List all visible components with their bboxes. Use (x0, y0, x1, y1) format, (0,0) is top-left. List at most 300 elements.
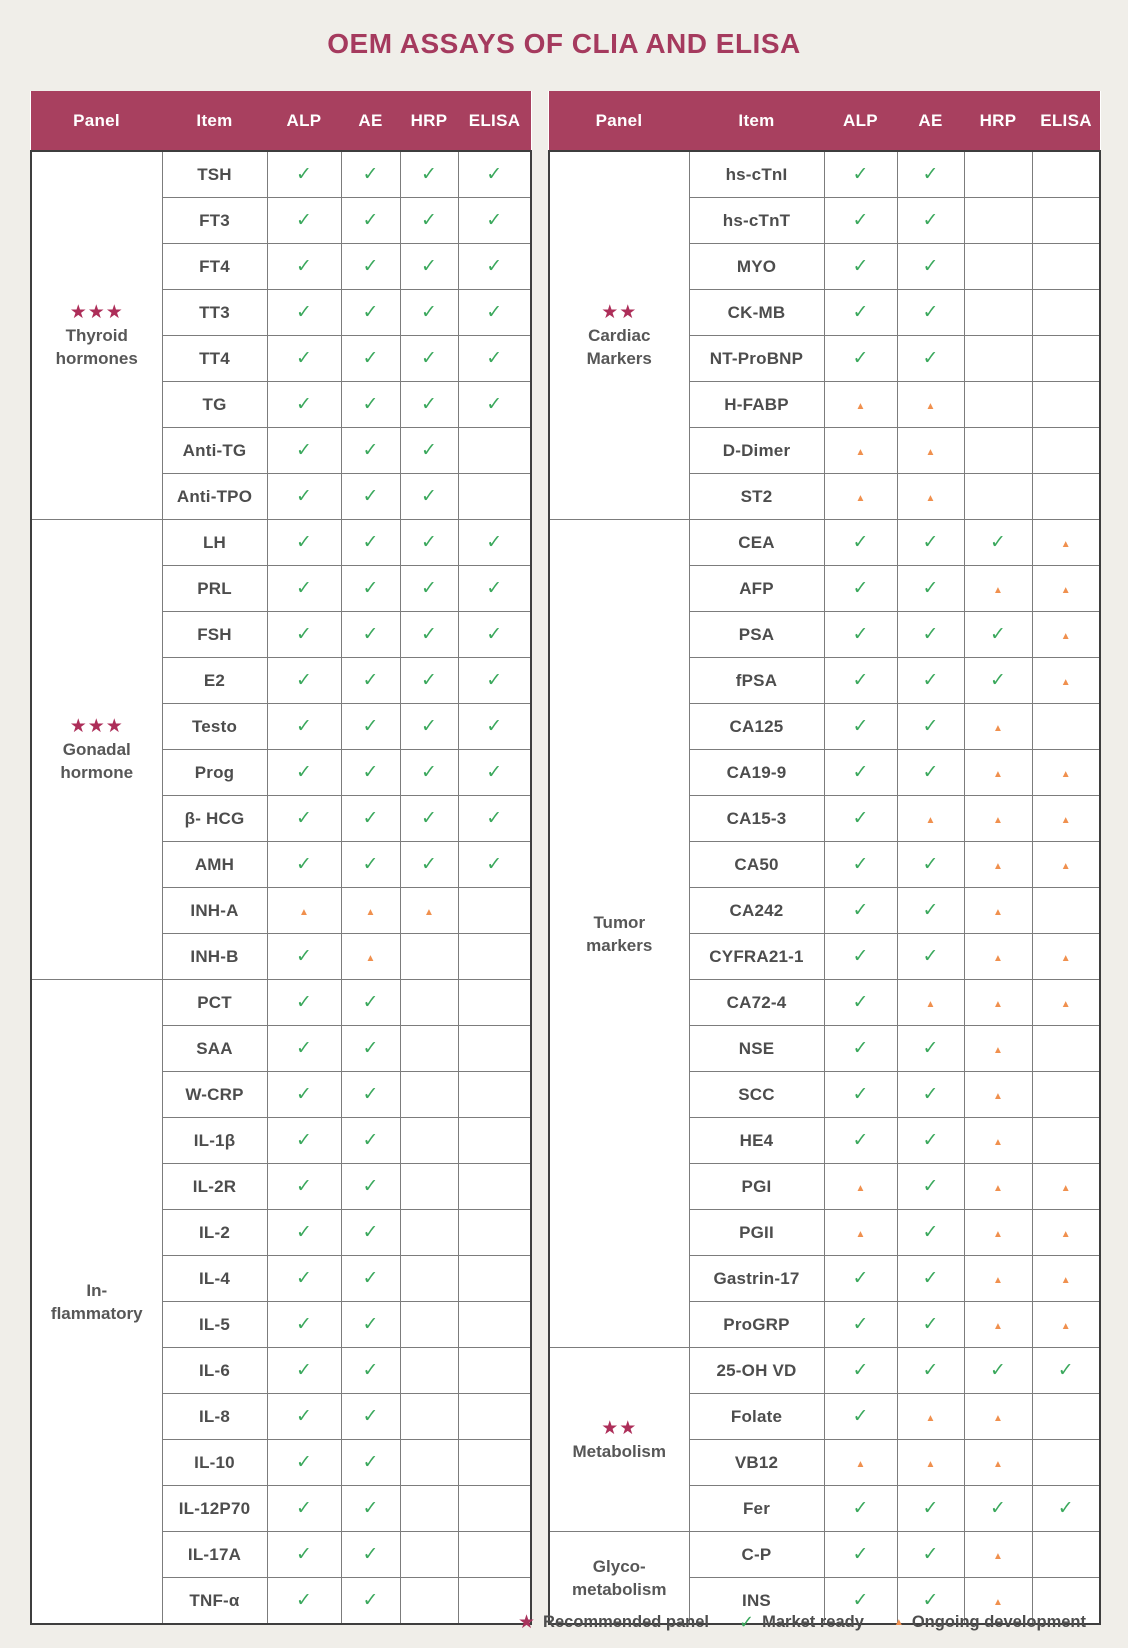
mark-cell (964, 1118, 1032, 1164)
triangle-icon: ▲ (1060, 1182, 1071, 1194)
mark-cell (964, 474, 1032, 520)
mark-cell (824, 382, 897, 428)
check-icon: ✓ (922, 210, 939, 231)
mark-cell (400, 704, 458, 750)
check-icon: ✓ (296, 486, 312, 507)
mark-cell (824, 1118, 897, 1164)
check-icon: ✓ (852, 532, 869, 553)
mark-cell (267, 1348, 341, 1394)
mark-cell (341, 1532, 400, 1578)
check-icon: ✓ (296, 762, 312, 783)
item-cell: CYFRA21-1 (689, 934, 824, 980)
mark-cell (458, 658, 531, 704)
check-icon: ✓ (362, 1038, 379, 1059)
item-cell: CA19-9 (689, 750, 824, 796)
check-icon: ✓ (922, 1590, 939, 1611)
item-cell: ST2 (689, 474, 824, 520)
check-icon: ✓ (852, 716, 869, 737)
mark-cell (897, 1256, 964, 1302)
mark-cell (1032, 796, 1100, 842)
panel-label: Gonadal (62, 740, 131, 759)
check-icon: ✓ (296, 1268, 312, 1289)
triangle-icon: ▲ (855, 1228, 866, 1240)
mark-cell (341, 658, 400, 704)
check-icon: ✓ (486, 302, 503, 323)
mark-cell (400, 520, 458, 566)
mark-cell (400, 1026, 458, 1072)
item-cell: IL-12P70 (162, 1486, 267, 1532)
mark-cell (400, 1394, 458, 1440)
legend-label: Ongoing development (911, 1612, 1086, 1631)
item-cell: PSA (689, 612, 824, 658)
triangle-icon: ▲ (855, 1182, 866, 1194)
triangle-icon: ▲ (993, 814, 1003, 826)
mark-cell (897, 520, 964, 566)
check-icon: ✓ (362, 210, 379, 231)
check-icon: ✓ (852, 210, 869, 231)
mark-cell (897, 151, 964, 198)
mark-cell (341, 382, 400, 428)
mark-cell (267, 1302, 341, 1348)
mark-cell (400, 750, 458, 796)
panel-label: Metabolism (572, 1441, 667, 1461)
mark-cell (341, 1118, 400, 1164)
mark-cell (824, 796, 897, 842)
panel-cell (31, 980, 162, 1625)
item-cell: IL-5 (162, 1302, 267, 1348)
triangle-icon: ▲ (993, 906, 1003, 918)
item-cell: D-Dimer (689, 428, 824, 474)
mark-cell (897, 658, 964, 704)
item-cell: IL-6 (162, 1348, 267, 1394)
check-icon: ✓ (990, 624, 1006, 645)
mark-cell (1032, 704, 1100, 750)
mark-cell (897, 1486, 964, 1532)
mark-cell (964, 1164, 1032, 1210)
mark-cell (341, 1164, 400, 1210)
column-header-ae: AE (341, 91, 400, 151)
mark-cell (1032, 244, 1100, 290)
mark-cell (341, 198, 400, 244)
mark-cell (400, 1210, 458, 1256)
mark-cell (824, 290, 897, 336)
item-cell: Fer (689, 1486, 824, 1532)
check-icon: ✓ (296, 854, 312, 875)
mark-cell (897, 1440, 964, 1486)
panel-label: Tumor (593, 912, 646, 932)
mark-cell (400, 1302, 458, 1348)
check-icon: ✓ (296, 1084, 312, 1105)
mark-cell (341, 842, 400, 888)
mark-cell (824, 1072, 897, 1118)
triangle-icon: ▲ (993, 1044, 1003, 1056)
item-cell: SCC (689, 1072, 824, 1118)
item-cell: hs-cTnI (689, 151, 824, 198)
mark-cell (458, 474, 531, 520)
mark-cell (1032, 1210, 1100, 1256)
mark-cell (267, 1532, 341, 1578)
mark-cell (400, 1164, 458, 1210)
mark-cell (267, 336, 341, 382)
item-cell: TSH (162, 151, 267, 198)
legend-item-check (739, 1612, 864, 1633)
check-icon: ✓ (922, 1498, 939, 1519)
triangle-icon: ▲ (925, 492, 936, 504)
mark-cell (897, 842, 964, 888)
item-cell: CA125 (689, 704, 824, 750)
item-cell: β- HCG (162, 796, 267, 842)
item-cell: PGII (689, 1210, 824, 1256)
mark-cell (400, 474, 458, 520)
mark-cell (964, 428, 1032, 474)
check-icon: ✓ (486, 624, 503, 645)
mark-cell (458, 842, 531, 888)
mark-cell (458, 244, 531, 290)
mark-cell (400, 428, 458, 474)
star-icon: ★ (518, 1611, 536, 1633)
check-icon: ✓ (486, 716, 503, 737)
item-cell: HE4 (689, 1118, 824, 1164)
item-cell: ProGRP (689, 1302, 824, 1348)
mark-cell (458, 1072, 531, 1118)
mark-cell (458, 1118, 531, 1164)
column-header-hrp: HRP (964, 91, 1032, 151)
check-icon: ✓ (852, 1268, 869, 1289)
check-icon: ✓ (362, 440, 379, 461)
triangle-icon: ▲ (855, 400, 866, 412)
triangle-icon: ▲ (993, 1458, 1003, 1470)
assay-table-left (30, 91, 532, 1625)
item-cell: E2 (162, 658, 267, 704)
check-icon: ✓ (922, 164, 939, 185)
item-cell: CEA (689, 520, 824, 566)
mark-cell (458, 1440, 531, 1486)
mark-cell (458, 151, 531, 198)
check-icon: ✓ (362, 394, 379, 415)
panel-label: metabolism (572, 1579, 667, 1599)
mark-cell (400, 888, 458, 934)
mark-cell (458, 1486, 531, 1532)
item-cell: Gastrin-17 (689, 1256, 824, 1302)
mark-cell (458, 1302, 531, 1348)
mark-cell (458, 704, 531, 750)
mark-cell (964, 336, 1032, 382)
mark-cell (897, 704, 964, 750)
item-cell: TNF-α (162, 1578, 267, 1625)
check-icon: ✓ (922, 716, 939, 737)
check-icon: ✓ (739, 1611, 755, 1632)
check-icon: ✓ (362, 1360, 379, 1381)
panel-label: markers (586, 935, 653, 955)
panel-cell (549, 1348, 689, 1532)
mark-cell (897, 566, 964, 612)
check-icon: ✓ (296, 302, 312, 323)
mark-cell (341, 1394, 400, 1440)
mark-cell (267, 474, 341, 520)
mark-cell (897, 1118, 964, 1164)
check-icon: ✓ (922, 900, 939, 921)
check-icon: ✓ (486, 762, 503, 783)
mark-cell (897, 796, 964, 842)
mark-cell (824, 934, 897, 980)
triangle-icon: ▲ (993, 1412, 1003, 1424)
check-icon: ✓ (990, 1498, 1006, 1519)
item-cell: IL-8 (162, 1394, 267, 1440)
mark-cell (341, 796, 400, 842)
mark-cell (341, 934, 400, 980)
item-cell: IL-2R (162, 1164, 267, 1210)
check-icon: ✓ (486, 854, 503, 875)
mark-cell (458, 382, 531, 428)
mark-cell (1032, 658, 1100, 704)
check-icon: ✓ (362, 1498, 379, 1519)
mark-cell (1032, 1394, 1100, 1440)
mark-cell (400, 198, 458, 244)
mark-cell (341, 1302, 400, 1348)
mark-cell (1032, 382, 1100, 428)
mark-cell (458, 1394, 531, 1440)
check-icon: ✓ (486, 256, 503, 277)
check-icon: ✓ (421, 440, 437, 461)
triangle-icon: ▲ (1060, 814, 1071, 826)
mark-cell (964, 1026, 1032, 1072)
mark-cell (341, 428, 400, 474)
mark-cell (458, 1348, 531, 1394)
item-cell: Anti-TPO (162, 474, 267, 520)
check-icon: ✓ (362, 1452, 379, 1473)
check-icon: ✓ (421, 394, 437, 415)
item-cell: CA15-3 (689, 796, 824, 842)
item-cell: TT4 (162, 336, 267, 382)
mark-cell (964, 151, 1032, 198)
mark-cell (824, 1394, 897, 1440)
check-icon: ✓ (922, 1222, 939, 1243)
panel-label: In- (86, 1280, 108, 1300)
check-icon: ✓ (296, 1498, 312, 1519)
mark-cell (1032, 151, 1100, 198)
mark-cell (824, 428, 897, 474)
mark-cell (824, 1440, 897, 1486)
triangle-icon: ▲ (993, 1228, 1003, 1240)
triangle-icon: ▲ (365, 906, 376, 918)
mark-cell (341, 474, 400, 520)
check-icon: ✓ (852, 624, 869, 645)
check-icon: ✓ (922, 946, 939, 967)
mark-cell (824, 1302, 897, 1348)
column-header-panel: Panel (31, 91, 162, 151)
mark-cell (267, 428, 341, 474)
check-icon: ✓ (296, 256, 312, 277)
check-icon: ✓ (296, 1544, 312, 1565)
mark-cell (964, 1440, 1032, 1486)
mark-cell (267, 750, 341, 796)
item-cell: LH (162, 520, 267, 566)
check-icon: ✓ (1057, 1360, 1074, 1381)
check-icon: ✓ (362, 1084, 379, 1105)
panel-label: Cardiac (588, 326, 651, 345)
item-cell: INH-B (162, 934, 267, 980)
mark-cell (897, 244, 964, 290)
mark-cell (824, 520, 897, 566)
item-cell: Prog (162, 750, 267, 796)
mark-cell (964, 1256, 1032, 1302)
check-icon: ✓ (486, 348, 503, 369)
check-icon: ✓ (922, 578, 939, 599)
mark-cell (458, 612, 531, 658)
item-cell: CA72-4 (689, 980, 824, 1026)
mark-cell (267, 520, 341, 566)
triangle-icon: ▲ (993, 768, 1003, 780)
check-icon: ✓ (852, 808, 869, 829)
mark-cell (341, 704, 400, 750)
check-icon: ✓ (362, 1314, 379, 1335)
assay-table-right (548, 91, 1101, 1625)
panel-label: hormone (60, 763, 134, 782)
check-icon: ✓ (296, 624, 312, 645)
item-cell: C-P (689, 1532, 824, 1578)
check-icon: ✓ (852, 164, 869, 185)
mark-cell (341, 1578, 400, 1625)
item-cell: INH-A (162, 888, 267, 934)
mark-cell (267, 612, 341, 658)
mark-cell (964, 1210, 1032, 1256)
check-icon: ✓ (362, 808, 379, 829)
mark-cell (267, 1394, 341, 1440)
check-icon: ✓ (486, 394, 503, 415)
mark-cell (824, 566, 897, 612)
panel-cell (549, 520, 689, 1348)
triangle-icon: ▲ (993, 1090, 1003, 1102)
mark-cell (400, 1256, 458, 1302)
panel-cell (549, 151, 689, 520)
table-header-left (31, 91, 531, 151)
mark-cell (1032, 1348, 1100, 1394)
mark-cell (897, 1348, 964, 1394)
mark-cell (341, 612, 400, 658)
mark-cell (400, 980, 458, 1026)
check-icon: ✓ (852, 1406, 869, 1427)
mark-cell (267, 888, 341, 934)
mark-cell (341, 244, 400, 290)
mark-cell (341, 290, 400, 336)
mark-cell (400, 658, 458, 704)
panel-cell (31, 151, 162, 520)
column-header-alp: ALP (824, 91, 897, 151)
check-icon: ✓ (852, 348, 869, 369)
item-cell: TT3 (162, 290, 267, 336)
triangle-icon: ▲ (925, 1458, 936, 1470)
check-icon: ✓ (421, 716, 437, 737)
check-icon: ✓ (296, 1406, 312, 1427)
check-icon: ✓ (362, 1176, 379, 1197)
check-icon: ✓ (421, 670, 437, 691)
triangle-icon: ▲ (925, 814, 936, 826)
item-cell: SAA (162, 1026, 267, 1072)
check-icon: ✓ (296, 716, 312, 737)
mark-cell (267, 198, 341, 244)
mark-cell (1032, 888, 1100, 934)
page-title: OEM ASSAYS OF CLIA AND ELISA (327, 28, 801, 59)
check-icon: ✓ (296, 164, 312, 185)
table-row (31, 980, 531, 1026)
mark-cell (1032, 842, 1100, 888)
panel-label: Glyco- (592, 1556, 646, 1576)
check-icon: ✓ (362, 1222, 379, 1243)
check-icon: ✓ (922, 1268, 939, 1289)
mark-cell (1032, 336, 1100, 382)
check-icon: ✓ (296, 1360, 312, 1381)
check-icon: ✓ (296, 440, 312, 461)
table-row (549, 1532, 1100, 1578)
mark-cell (824, 474, 897, 520)
check-icon: ✓ (922, 1360, 939, 1381)
legend-label: Market ready (762, 1612, 864, 1631)
mark-cell (267, 1118, 341, 1164)
item-cell: PRL (162, 566, 267, 612)
check-icon: ✓ (922, 1084, 939, 1105)
mark-cell (1032, 1532, 1100, 1578)
check-icon: ✓ (296, 1130, 312, 1151)
check-icon: ✓ (922, 1314, 939, 1335)
mark-cell (341, 750, 400, 796)
mark-cell (964, 566, 1032, 612)
mark-cell (964, 1072, 1032, 1118)
check-icon: ✓ (296, 1176, 312, 1197)
mark-cell (897, 612, 964, 658)
check-icon: ✓ (296, 1038, 312, 1059)
mark-cell (458, 520, 531, 566)
check-icon: ✓ (362, 624, 379, 645)
mark-cell (897, 1394, 964, 1440)
mark-cell (824, 336, 897, 382)
item-cell: PCT (162, 980, 267, 1026)
mark-cell (400, 244, 458, 290)
check-icon: ✓ (362, 992, 379, 1013)
header-row (31, 91, 531, 151)
mark-cell (267, 1164, 341, 1210)
mark-cell (267, 151, 341, 198)
mark-cell (458, 1026, 531, 1072)
triangle-icon: ▲ (993, 860, 1003, 872)
triangle-icon: ▲ (1060, 630, 1071, 642)
check-icon: ✓ (1057, 1498, 1074, 1519)
mark-cell (400, 1348, 458, 1394)
panel-label: Markers (586, 349, 652, 368)
mark-cell (267, 1072, 341, 1118)
mark-cell (1032, 612, 1100, 658)
mark-cell (964, 244, 1032, 290)
mark-cell (267, 1210, 341, 1256)
check-icon: ✓ (421, 302, 437, 323)
legend (518, 1610, 1086, 1634)
mark-cell (341, 1072, 400, 1118)
check-icon: ✓ (486, 670, 503, 691)
check-icon: ✓ (852, 670, 869, 691)
triangle-icon: ▲ (1060, 952, 1071, 964)
check-icon: ✓ (362, 1406, 379, 1427)
mark-cell (824, 151, 897, 198)
check-icon: ✓ (922, 1130, 939, 1151)
item-cell: AFP (689, 566, 824, 612)
check-icon: ✓ (922, 256, 939, 277)
check-icon: ✓ (852, 256, 869, 277)
item-cell: TG (162, 382, 267, 428)
triangle-icon: ▲ (925, 446, 936, 458)
check-icon: ✓ (852, 900, 869, 921)
check-icon: ✓ (362, 1268, 379, 1289)
mark-cell (1032, 1486, 1100, 1532)
header-row (549, 91, 1100, 151)
